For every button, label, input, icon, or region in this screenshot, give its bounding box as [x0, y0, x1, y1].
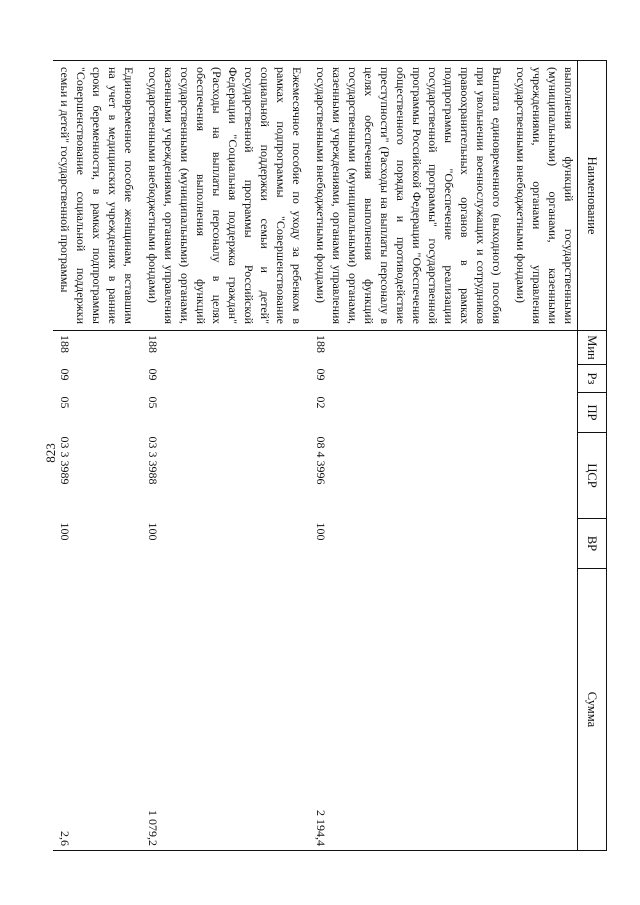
page-number-text: 823 [43, 443, 58, 463]
header-csr: ЦСР [578, 433, 607, 519]
row-min [509, 331, 578, 365]
row-pr [509, 393, 578, 433]
header-name: Наименование [578, 61, 607, 331]
row-pr: 02 [314, 396, 328, 409]
row-rz: 09 [314, 368, 328, 381]
table-header [578, 61, 607, 851]
row-min: 188 [58, 335, 72, 353]
row-name: Ежемесячное пособие по уходу за ребенком в рамках подпрограммы "Совершенствование социальной поддержки семьи и детей" государственной программы Российской Федерации "Социальная поддержка граждан" (Расходы на выплаты персоналу в целях обеспечения выполнения функций государственными (муниципальными) органами, казенными учреждениями, органами управления государственными внебюджетными фондами) [141, 61, 309, 331]
header-sum: Сумма [578, 569, 607, 851]
table-row [53, 61, 141, 851]
table-row [141, 61, 309, 851]
row-csr: 03 3 3988 [146, 436, 160, 485]
row-name: выполнения функций государственными (муниципальными) органами, казенными учреждениями, органами управления государственными внебюджетными фондами) [509, 61, 578, 331]
header-vr: ВР [578, 519, 607, 569]
row-pr: 05 [58, 396, 72, 409]
row-csr: 03 3 3989 [58, 436, 72, 485]
row-sum: 2 194,4 [309, 569, 509, 851]
row-pr: 05 [146, 396, 160, 409]
row-min: 188 [314, 335, 328, 353]
row-sum: 1 079,2 [141, 569, 309, 851]
row-rz [509, 365, 578, 393]
table-row [509, 61, 578, 851]
header-rz: Рз [578, 365, 607, 393]
row-csr: 08 4 3996 [314, 436, 328, 485]
row-rz: 09 [58, 368, 72, 381]
row-csr [509, 433, 578, 519]
table-row [309, 61, 509, 851]
row-vr: 100 [314, 522, 328, 541]
row-name: Единовременное пособие женщинам, вставшим на учет в медицинских учреждениях в ранние сроки беременности, в рамках подпрограммы "Совершенствование социальной поддержки семьи и детей" государственной программы [53, 61, 141, 331]
row-vr [509, 519, 578, 569]
row-sum [509, 569, 578, 851]
row-sum: 2,6 [53, 569, 141, 851]
row-name: Выплата единовременного (выходного) пособия при увольнении военнослужащих и сотрудников правоохранительных органов в рамках подпрограммы "Обеспечение реализации государственной программы" государственной программы Российской Федерации "Обеспечение общественного порядка и противодействие преступности" (Расходы на выплаты персоналу в целях обеспечения выполнения функций государственными (муниципальными) органами, казенными учреждениями, органами управления государственными внебюджетными фондами) [309, 61, 509, 331]
budget-table [53, 60, 607, 851]
row-vr: 100 [146, 522, 160, 541]
row-rz: 09 [146, 368, 160, 381]
row-min: 188 [146, 335, 160, 353]
rotated-page [58, 60, 607, 850]
header-pr: ПР [578, 393, 607, 433]
header-min: Мин [578, 331, 607, 365]
row-vr: 100 [58, 522, 72, 541]
